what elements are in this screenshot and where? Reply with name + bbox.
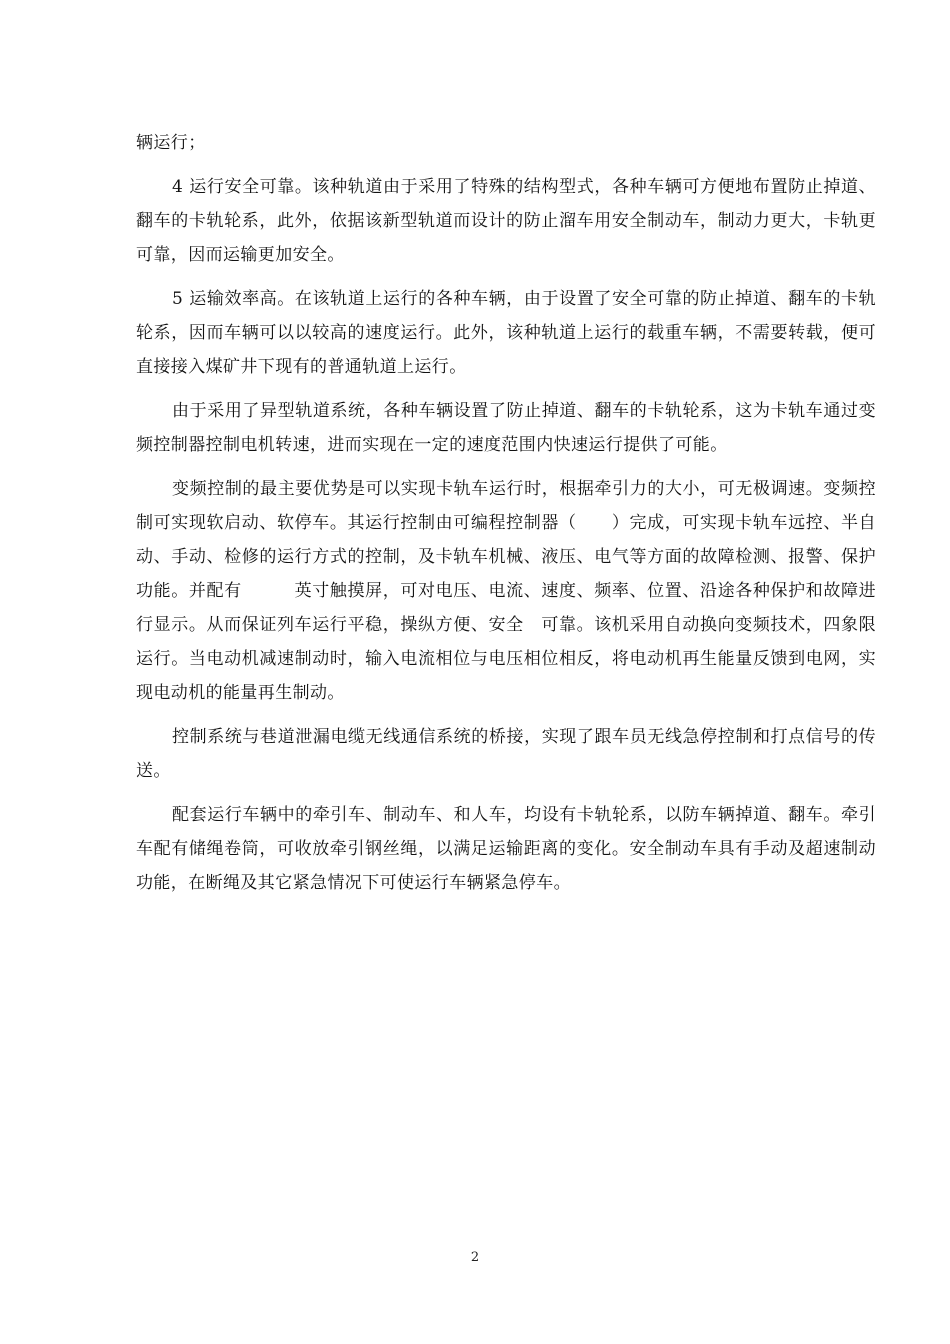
paragraph-rail-system: 由于采用了异型轨道系统，各种车辆设置了防止掉道、翻车的卡轨轮系，这为卡轨车通过变频控制器控制电机转速，进而实现在一定的速度范围内快速运行提供了可能。 (136, 401, 876, 455)
paragraph-frequency-control: 变频控制的最主要优势是可以实现卡轨车运行时，根据牵引力的大小，可无极调速。变频控制可实现软启动、软停车。其运行控制由可编程控制器（ ）完成，可实现卡轨车远控、半自动、手动、检修的运行方式的控制，及卡轨车机械、液压、电气等方面的故障检测、报警、保护功能。并配有 英寸触摸屏，可对电压、电流、速度、频率、位置、沿途各种保护和故障进行显示。从而保证列车运行平稳，操纵方便、安全 可靠。该机采用自动换向变频技术，四象限运行。当电动机减速制动时，输入电流相位与电压相位相反，将电动机再生能量反馈到电网，实现电动机的能量再生制动。 (136, 479, 876, 703)
paragraph-wireless-control: 控制系统与巷道泄漏电缆无线通信系统的桥接，实现了跟车员无线急停控制和打点信号的传送。 (136, 727, 876, 781)
paragraph-continuation: 辆运行； (136, 133, 206, 153)
page-number: 2 (470, 1250, 480, 1265)
paragraph-efficiency: 5 运输效率高。在该轨道上运行的各种车辆，由于设置了安全可靠的防止掉道、翻车的卡轨轮系，因而车辆可以以较高的速度运行。此外，该种轨道上运行的载重车辆，不需要转载，便可直接接入煤矿井下现有的普通轨道上运行。 (136, 289, 876, 377)
paragraph-safety: 4 运行安全可靠。该种轨道由于采用了特殊的结构型式，各种车辆可方便地布置防止掉道、翻车的卡轨轮系，此外，依据该新型轨道而设计的防止溜车用安全制动车，制动力更大，卡轨更可靠，因而运输更加安全。 (136, 177, 876, 265)
paragraph-vehicles: 配套运行车辆中的牵引车、制动车、和人车，均设有卡轨轮系，以防车辆掉道、翻车。牵引车配有储绳卷筒，可收放牵引钢丝绳，以满足运输距离的变化。安全制动车具有手动及超速制动功能，在断绳及其它紧急情况下可使运行车辆紧急停车。 (136, 805, 876, 893)
document-body (136, 126, 876, 910)
